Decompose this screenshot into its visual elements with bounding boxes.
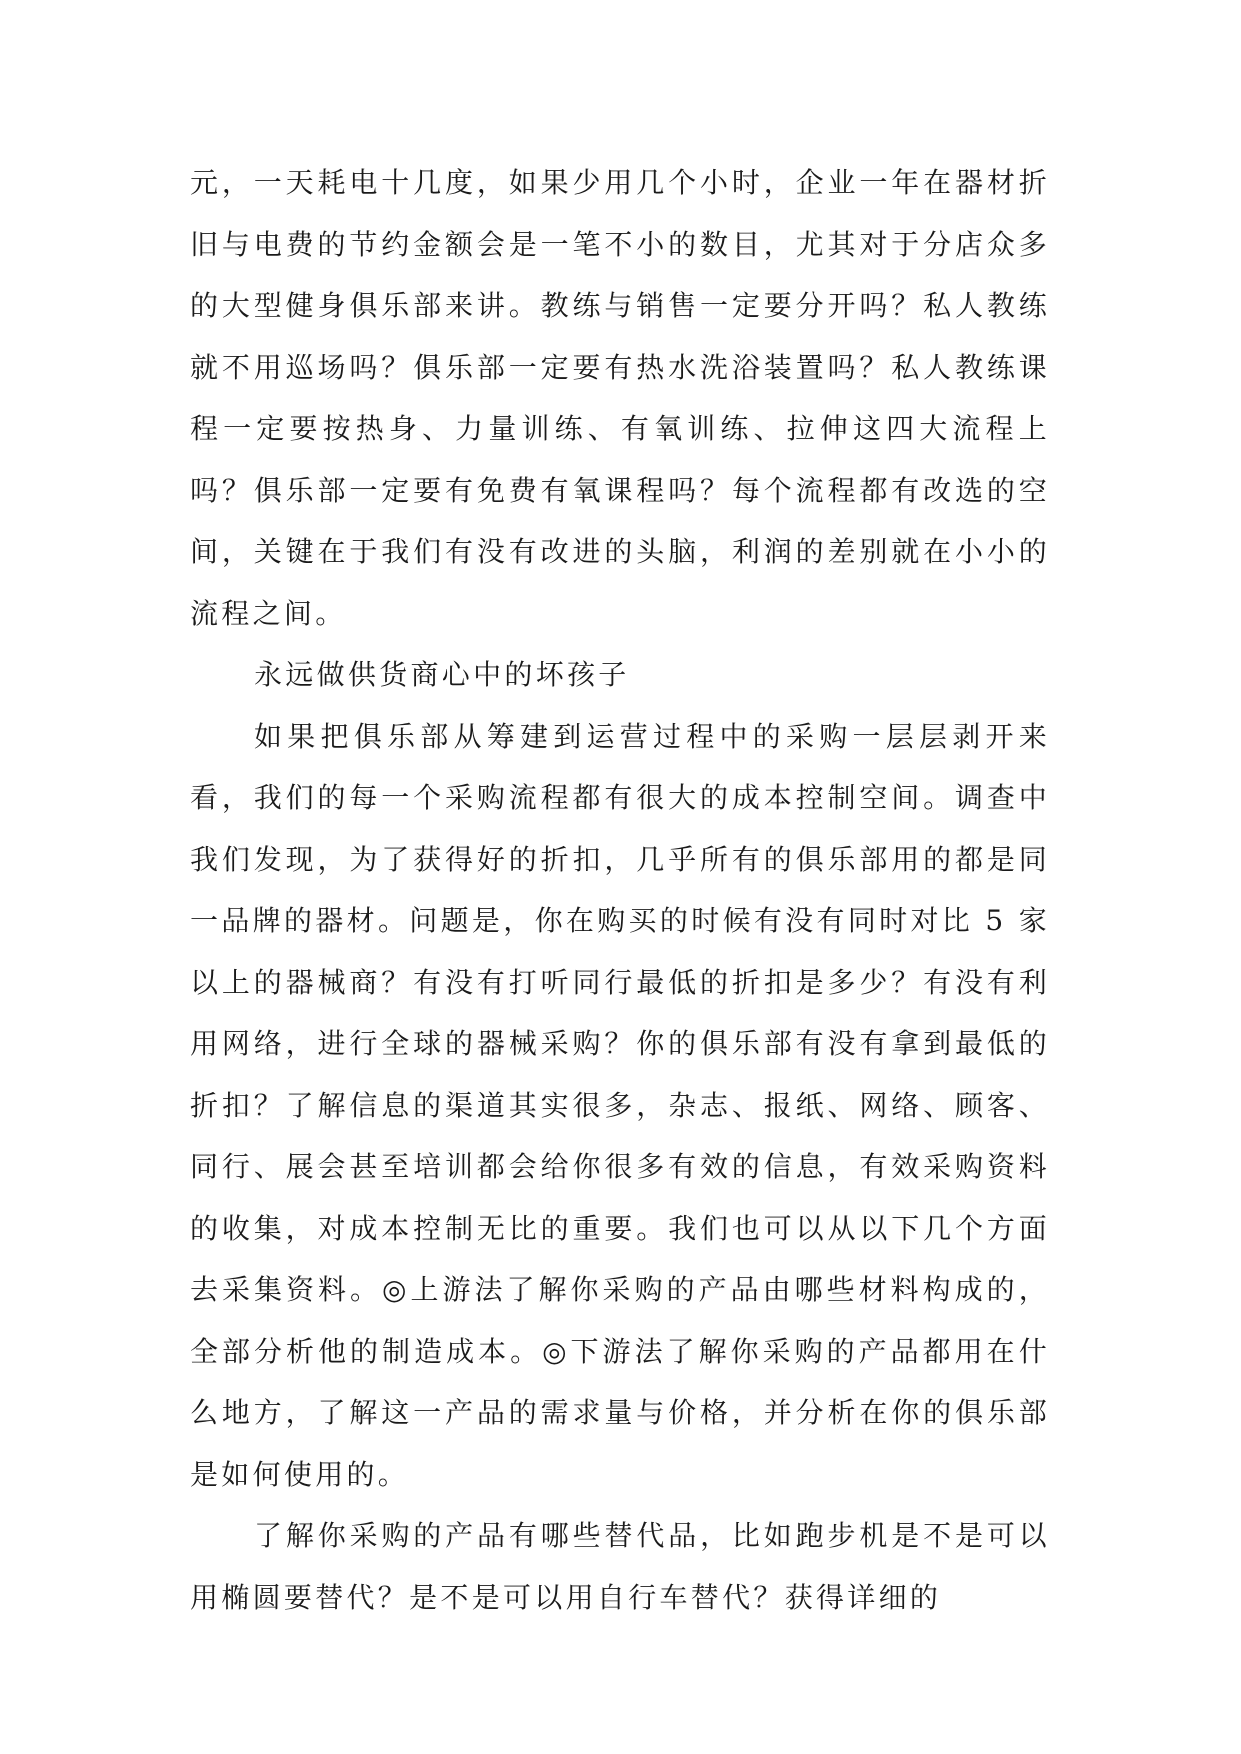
document-body (190, 152, 1050, 1628)
paragraph-substitutes: 了解你采购的产品有哪些替代品，比如跑步机是不是可以用椭圆要替代？是不是可以用自行车替代？获得详细的 (190, 1519, 1050, 1614)
paragraph-procurement: 如果把俱乐部从筹建到运营过程中的采购一层层剥开来看，我们的每一个采购流程都有很大的成本控制空间。调查中我们发现，为了获得好的折扣，几乎所有的俱乐部用的都是同一品牌的器材。问题是，你在购买的时候有没有同时对比 5 家以上的器械商？有没有打听同行最低的折扣是多少？有没有利用网络，进行全球的器械采购？你的俱乐部有没有拿到最低的折扣？了解信息的渠道其实很多，杂志、报纸、网络、顾客、同行、展会甚至培训都会给你很多有效的信息，有效采购资料的收集，对成本控制无比的重要。我们也可以从以下几个方面去采集资料。◎上游法了解你采购的产品由哪些材料构成的，全部分析他的制造成本。◎下游法了解你采购的产品都用在什么地方，了解这一产品的需求量与价格，并分析在你的俱乐部是如何使用的。 (190, 719, 1050, 1491)
paragraph-continuation: 元，一天耗电十几度，如果少用几个小时，企业一年在器材折旧与电费的节约金额会是一笔不小的数目，尤其对于分店众多的大型健身俱乐部来讲。教练与销售一定要分开吗？私人教练就不用巡场吗？俱乐部一定要有热水洗浴装置吗？私人教练课程一定要按热身、力量训练、有氧训练、拉伸这四大流程上吗？俱乐部一定要有免费有氧课程吗？每个流程都有改选的空间，关键在于我们有没有改进的头脑，利润的差别就在小小的流程之间。 (190, 166, 1050, 630)
section-heading: 永远做供货商心中的坏孩子 (254, 658, 630, 691)
